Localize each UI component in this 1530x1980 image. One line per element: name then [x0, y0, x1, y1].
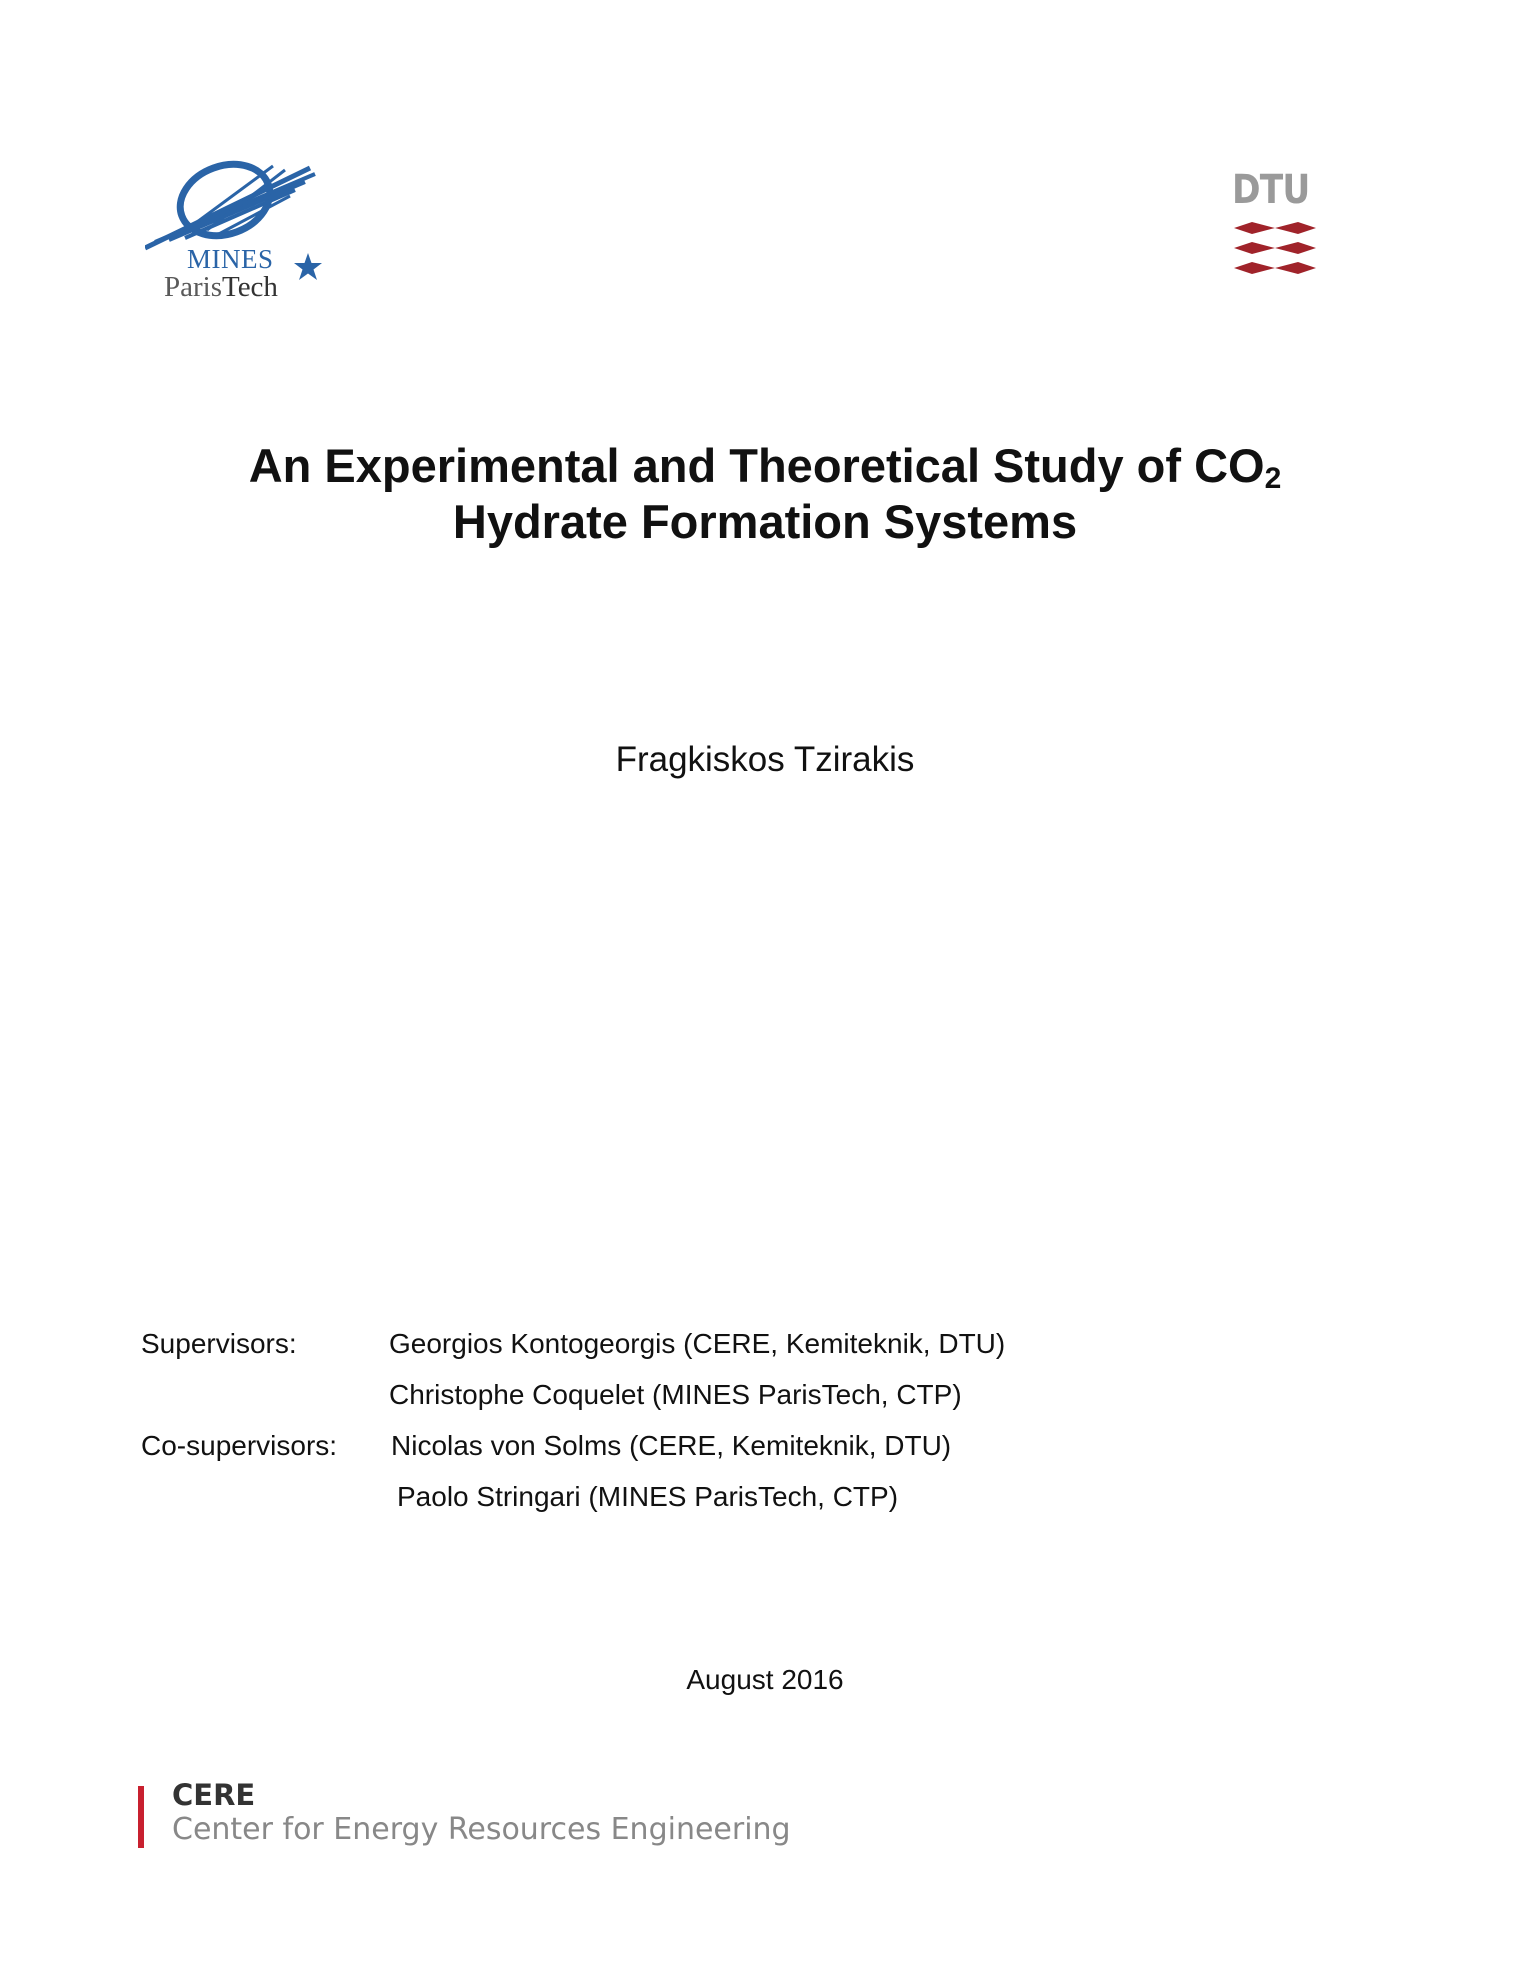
cere-subtitle: Center for Energy Resources Engineering [172, 1812, 791, 1847]
co-supervisor-name: Paolo Stringari (MINES ParisTech, CTP) [397, 1481, 899, 1512]
co-supervisors-label: Co-supervisors: [141, 1430, 338, 1461]
mines-logo-paris: Paris [164, 271, 222, 303]
thesis-title-line1-text: An Experimental and Theoretical Study of CO [248, 439, 1265, 492]
dtu-logo [1232, 168, 1318, 288]
star-icon [293, 252, 323, 282]
cere-accent-bar [138, 1786, 144, 1848]
mines-logo-line2 [164, 271, 278, 304]
thesis-title [150, 438, 1380, 550]
dtu-logo-text: DTU [1232, 167, 1310, 213]
supervisor-name: Georgios Kontogeorgis (CERE, Kemiteknik, DTU) [389, 1328, 1006, 1359]
mines-logo-line1: MINES [187, 244, 274, 274]
thesis-title-line1 [150, 438, 1380, 494]
publication-date: August 2016 [686, 1664, 844, 1695]
mines-paristech-logo [145, 160, 335, 310]
thesis-title-line2: Hydrate Formation Systems [452, 495, 1078, 548]
author-name: Fragkiskos Tzirakis [615, 740, 915, 779]
dtu-waves-icon [1232, 218, 1318, 282]
co-supervisor-name: Nicolas von Solms (CERE, Kemiteknik, DTU) [391, 1430, 952, 1461]
supervisor-name: Christophe Coquelet (MINES ParisTech, CTP) [389, 1379, 962, 1410]
thesis-title-subscript: 2 [1264, 462, 1282, 495]
mines-logo-tech: Tech [222, 271, 278, 303]
supervisors-label: Supervisors: [141, 1328, 297, 1359]
cere-title: CERE [172, 1778, 256, 1812]
